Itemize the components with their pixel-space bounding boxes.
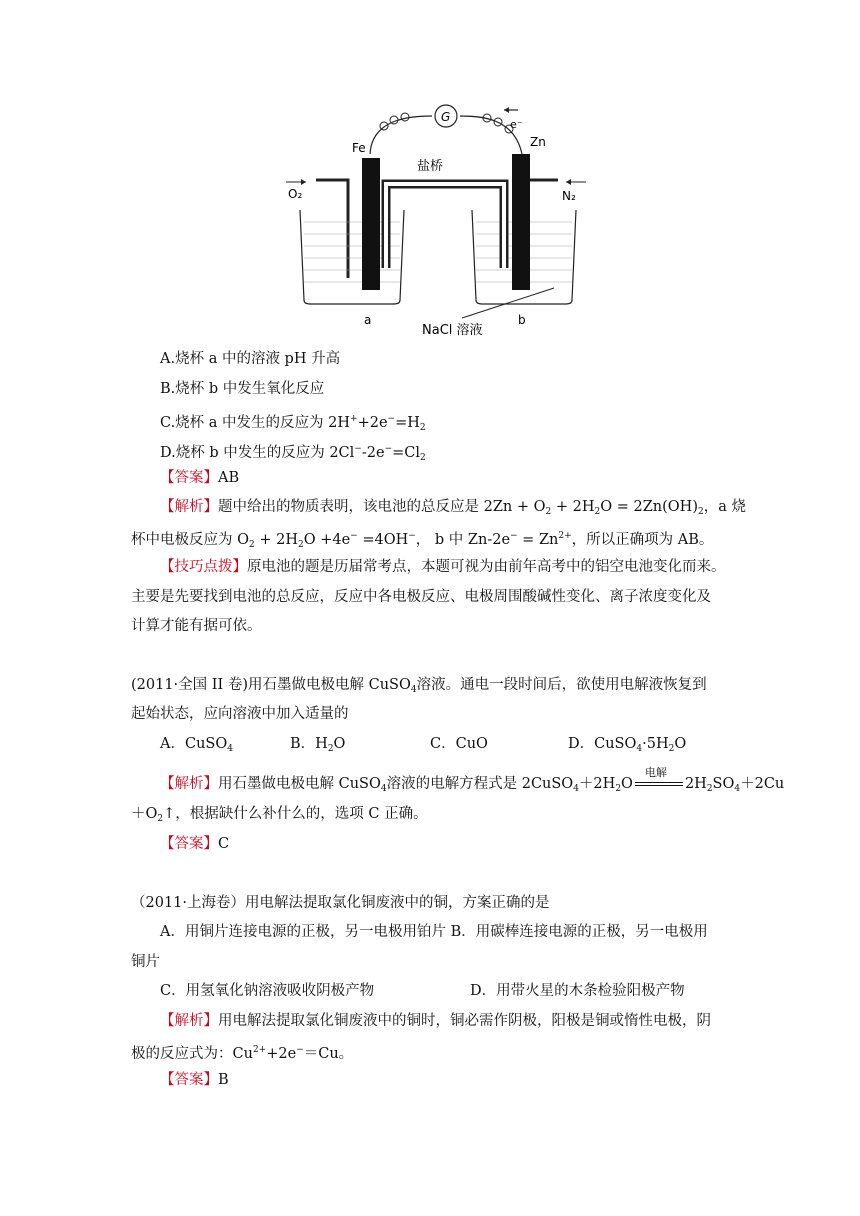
q1-option-d: D.烧杯 b 中发生的反应为 $2Cl^--2e^-=Cl_2$ xyxy=(160,444,426,463)
q3-option-c: C．用氢氧化钠溶液吸收阴极产物 xyxy=(160,983,375,999)
q3-option-d: D．用带火星的木条检验阳极产物 xyxy=(470,983,685,999)
q1-tip-line3: 计算才能有据可依。 xyxy=(131,618,262,634)
beaker-b-label: b xyxy=(518,313,526,327)
electron-label: e⁻ xyxy=(510,118,523,131)
q1-tip-line2: 主要是先要找到电池的总反应，反应中各电极反应、电极周围酸碱性变化、离子浓度变化及 xyxy=(131,589,711,605)
q2-option-d: D．$CuSO_4\cdot 5H_2O$ xyxy=(568,736,687,754)
q2-stem-line1: (2011·全国 II 卷)用石墨做电极电解 CuSO$_4$溶液。通电一段时间后，欲使用电解液恢复到 xyxy=(131,677,707,695)
q2-option-c: C．CuO xyxy=(430,736,488,752)
o2-label: O₂ xyxy=(288,187,303,201)
fe-label: Fe xyxy=(352,141,366,155)
q3-options-ab-cont: 铜片 xyxy=(131,954,160,970)
q2-option-a: A．CuSO$_4$ xyxy=(160,736,233,754)
fe-electrode xyxy=(362,158,380,290)
galvanometer-label: G xyxy=(441,110,451,124)
q3-analysis-line1: 【解析】用电解法提取氯化铜废液中的铜时，铜必需作阴极，阳极是铜或惰性电极，阴 xyxy=(160,1013,711,1029)
q3-stem: （2011·上海卷）用电解法提取氯化铜废液中的铜，方案正确的是 xyxy=(131,895,550,911)
q2-answer: 【答案】C xyxy=(160,836,230,852)
beaker-a-label: a xyxy=(364,313,372,327)
galvanic-cell-diagram xyxy=(282,98,592,338)
q1-option-a: A.烧杯 a 中的溶液 pH 升高 xyxy=(160,351,341,367)
zn-electrode xyxy=(512,154,530,290)
q1-analysis-line2: 杯中电极反应为 $O_2 + 2H_2O +4e^- =4OH^-$， b 中 $Zn-2e^- = Zn^{2+}$，所以正确项为 AB。 xyxy=(131,531,714,550)
q1-option-c: C.烧杯 a 中发生的反应为 $2H^++2e^-=H_2$ xyxy=(160,414,426,433)
zn-label: Zn xyxy=(530,135,546,149)
q1-answer: 【答案】AB xyxy=(160,470,240,486)
q3-analysis-line2: 极的反应式为：$Cu^{2+}+2e^-=Cu$。 xyxy=(131,1045,354,1062)
salt-bridge-label: 盐桥 xyxy=(417,159,444,174)
q1-option-b: B.烧杯 b 中发生氧化反应 xyxy=(160,381,325,397)
n2-label: N₂ xyxy=(562,189,576,203)
q3-answer: 【答案】B xyxy=(160,1072,229,1088)
q1-tip-line1: 【技巧点拨】原电池的题是历届常考点，本题可视为由前年高考中的铝空电池变化而来。 xyxy=(160,559,726,575)
q1-analysis-line1: 【解析】题中给出的物质表明，该电池的总反应是 $2Zn + O_2 + 2H_2O = 2Zn(OH)_2$，a 烧 xyxy=(160,499,746,517)
q2-analysis-line1: 【解析】用石墨做电极电解 CuSO$_4$溶液的电解方程式是 $2CuSO_4+2H_2O$ 电解 $2H_2SO_4+2Cu$ xyxy=(160,766,785,794)
q2-analysis-line2: $+O_2↑$，根据缺什么补什么的，选项 C 正确。 xyxy=(131,806,428,824)
q3-options-ab: A．用铜片连接电源的正极，另一电极用铂片 B．用碳棒连接电源的正极，另一电极用 xyxy=(160,924,708,940)
q2-stem-line2: 起始状态，应向溶液中加入适量的 xyxy=(131,706,349,722)
q2-option-b: B．$H_2O$ xyxy=(290,736,346,754)
solution-label: NaCl 溶液 xyxy=(422,323,483,338)
electrolysis-condition-arrow: 电解 xyxy=(633,777,685,791)
